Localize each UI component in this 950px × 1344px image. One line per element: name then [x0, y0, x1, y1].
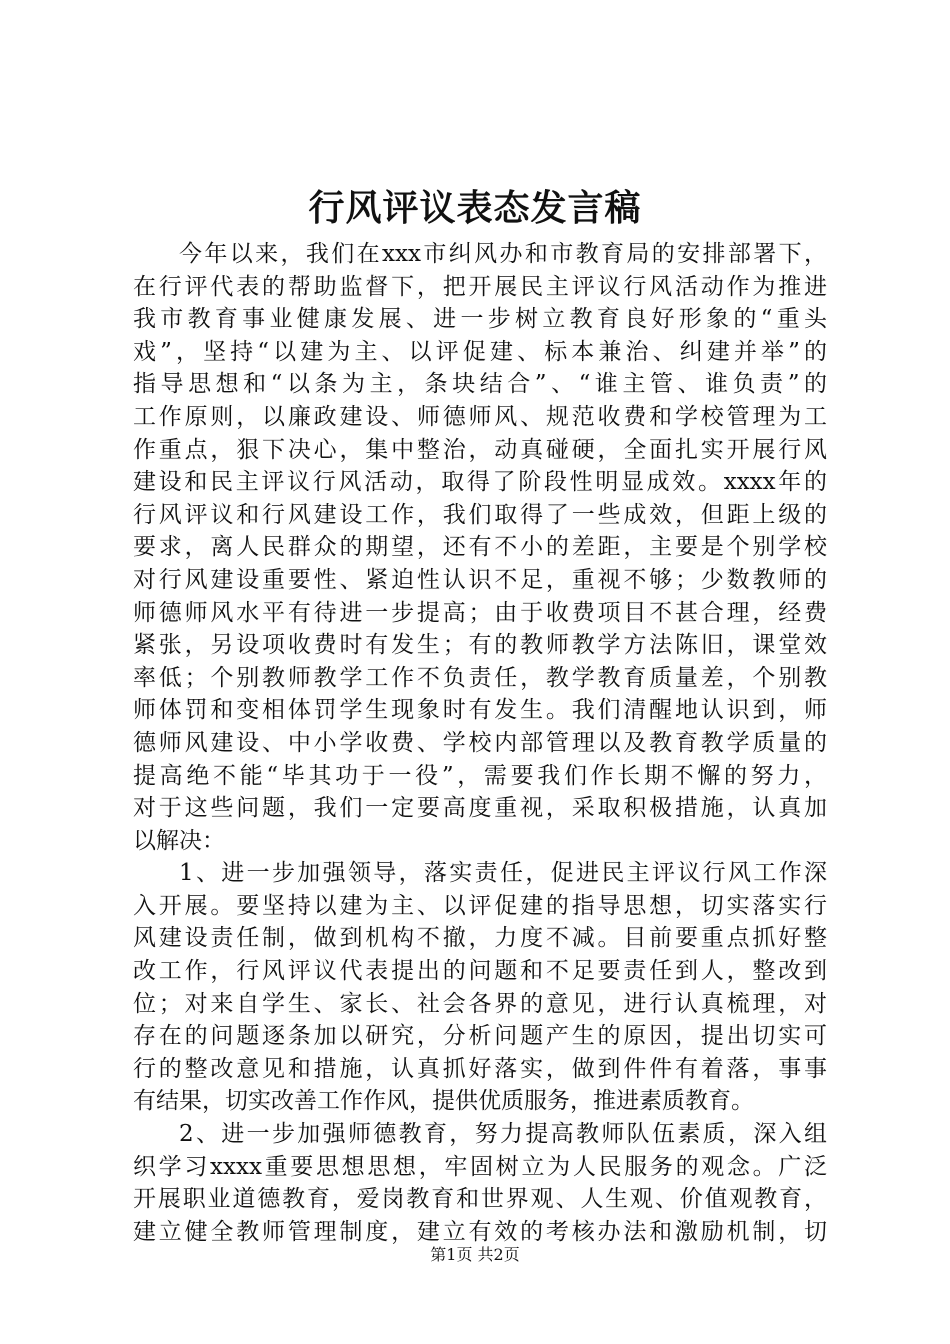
text-line: 位；对来自学生、家长、社会各界的意见，进行认真梳理，对	[133, 990, 827, 1017]
text-line: 改工作，行风评议代表提出的问题和不足要责任到人，整改到	[133, 958, 827, 985]
text-line: 开展职业道德教育，爱岗教育和世界观、人生观、价值观教育，	[133, 1186, 827, 1213]
text-line: 工作原则，以廉政建设、师德师风、规范收费和学校管理为工	[133, 403, 827, 430]
text-line: 存在的问题逐条加以研究，分析问题产生的原因，提出切实可	[133, 1023, 827, 1050]
page-number-footer: 第1页 共2页	[430, 1245, 520, 1264]
text-line: 要求，离人民群众的期望，还有不小的差距，主要是个别学校	[133, 534, 827, 561]
text-line: 2、进一步加强师德教育，努力提高教师队伍素质，深入组	[179, 1121, 827, 1148]
text-line: 建设和民主评议行风活动，取得了阶段性明显成效。xxxx年的	[133, 469, 827, 496]
text-line: 提高绝不能“毕其功于一役”，需要我们作长期不懈的努力，	[133, 762, 827, 789]
text-line: 指导思想和“以条为主，条块结合”、“谁主管、谁负责”的	[133, 371, 827, 398]
text-line: 作重点，狠下决心，集中整治，动真碰硬，全面扎实开展行风	[133, 436, 827, 463]
text-line: 风建设责任制，做到机构不撤，力度不减。目前要重点抓好整	[133, 925, 827, 952]
text-line: 德师风建设、中小学收费、学校内部管理以及教育教学质量的	[133, 729, 827, 756]
text-line: 对行风建设重要性、紧迫性认识不足，重视不够；少数教师的	[133, 566, 827, 593]
text-line: 紧张，另设项收费时有发生；有的教师教学方法陈旧，课堂效	[133, 632, 827, 659]
text-line: 织学习xxxx重要思想思想，牢固树立为人民服务的观念。广泛	[133, 1153, 827, 1180]
text-line: 在行评代表的帮助监督下，把开展民主评议行风活动作为推进	[133, 273, 827, 300]
text-line: 1、进一步加强领导，落实责任，促进民主评议行风工作深	[179, 860, 827, 887]
text-line: 入开展。要坚持以建为主、以评促建的指导思想，切实落实行	[133, 892, 827, 919]
document-body	[133, 238, 827, 1248]
text-line: 有结果，切实改善工作作风，提供优质服务，推进素质教育。	[133, 1088, 754, 1115]
text-line: 师德师风水平有待进一步提高；由于收费项目不甚合理，经费	[133, 599, 827, 626]
text-line: 率低；个别教师教学工作不负责任，教学教育质量差，个别教	[133, 664, 827, 691]
text-line: 行的整改意见和措施，认真抓好落实，做到件件有着落，事事	[133, 1055, 827, 1082]
text-line: 戏”，坚持“以建为主、以评促建、标本兼治、纠建并举”的	[133, 338, 827, 365]
text-line: 今年以来，我们在xxx市纠风办和市教育局的安排部署下，	[179, 241, 827, 267]
text-line: 建立健全教师管理制度，建立有效的考核办法和激励机制，切	[133, 1218, 827, 1245]
text-line: 对于这些问题，我们一定要高度重视，采取积极措施，认真加	[133, 795, 827, 822]
text-line: 行风评议和行风建设工作，我们取得了一些成效，但距上级的	[133, 501, 827, 528]
document-title: 行风评议表态发言稿	[308, 187, 642, 229]
text-line: 我市教育事业健康发展、进一步树立教育良好形象的“重头	[133, 306, 827, 333]
text-line: 师体罚和变相体罚学生现象时有发生。我们清醒地认识到，师	[133, 697, 827, 724]
text-line: 以解决：	[133, 827, 225, 854]
